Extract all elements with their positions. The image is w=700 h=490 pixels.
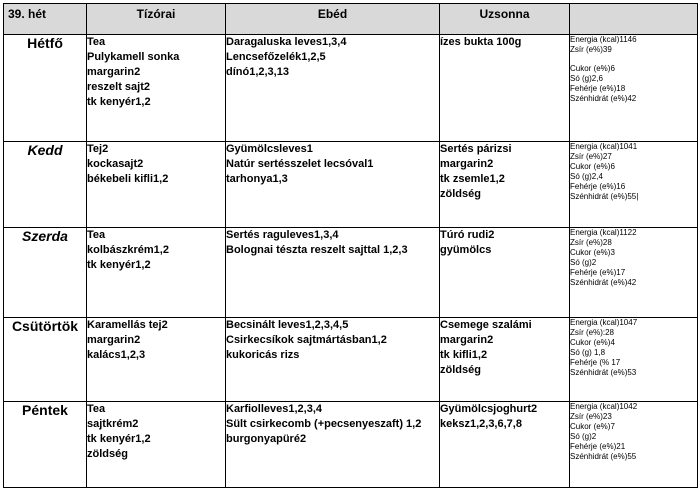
nutrition-cell: [570, 318, 698, 402]
nutrition-value: Szénhidrát (e%)42: [570, 278, 637, 287]
menu-item: Sertés raguleves1,3,4: [226, 229, 339, 241]
menu-item: sajtkrém2: [87, 418, 139, 430]
nutrition-value: Cukor (e%)4: [570, 338, 615, 347]
tizorai-cell: [87, 228, 226, 318]
nutrition-value: Zsír (e%)39: [570, 45, 612, 54]
header-uzsonna: Uzsonna: [440, 4, 570, 35]
nutrition-value: Energia (kcal)1122: [570, 228, 637, 237]
uzsonna-cell: [440, 228, 570, 318]
menu-item: dínó1,2,3,13: [226, 66, 289, 78]
menu-item: kukoricás rizs: [226, 349, 300, 361]
nutrition-value: Fehérje (e%)21: [570, 442, 626, 451]
menu-item: margarin2: [440, 158, 494, 170]
menu-item: Gyümölcsjoghurt2: [440, 403, 538, 415]
menu-item: tk kifli1,2: [440, 349, 488, 361]
day-label: Péntek: [4, 402, 87, 488]
menu-item: békebeli kifli1,2: [87, 173, 169, 185]
menu-item: kolbászkrém1,2: [87, 244, 169, 256]
tizorai-cell: [87, 35, 226, 142]
menu-item: keksz1,2,3,6,7,8: [440, 418, 522, 430]
nutrition-value: Só (g)2,6: [570, 74, 603, 83]
nutrition-value: Szénhidrát (e%)42: [570, 94, 637, 103]
weekly-menu-table: [3, 3, 698, 488]
header-ebed: Ebéd: [226, 4, 440, 35]
nutrition-value: Fehérje (e%)18: [570, 84, 626, 93]
menu-item: zöldség: [440, 188, 481, 200]
day-label: Csütörtök: [4, 318, 87, 402]
menu-item: tk kenyér1,2: [87, 259, 151, 271]
menu-item: Karamellás tej2: [87, 319, 168, 331]
menu-item: Sült csirkecomb (+pecsenyeszaft) 1,2: [226, 418, 422, 430]
nutrition-value: Fehérje (% 17: [570, 358, 621, 367]
ebed-cell: [226, 402, 440, 488]
menu-item: Csirkecsíkok sajtmártásban1,2: [226, 334, 387, 346]
header-row: [4, 4, 698, 35]
ebed-cell: [226, 35, 440, 142]
nutrition-value: Energia (kcal)1146: [570, 35, 637, 44]
menu-item: burgonyapüré2: [226, 433, 307, 445]
menu-item: Tea: [87, 403, 106, 415]
day-row-kedd: [4, 142, 698, 228]
nutrition-value: Só (g) 1,8: [570, 348, 606, 357]
menu-item: reszelt sajt2: [87, 81, 150, 93]
menu-item: Tea: [87, 36, 106, 48]
menu-item: Csemege szalámi: [440, 319, 532, 331]
menu-item: Pulykamell sonka: [87, 51, 180, 63]
ebed-cell: [226, 318, 440, 402]
nutrition-value: Só (g)2: [570, 258, 597, 267]
tizorai-cell: [87, 402, 226, 488]
day-label: Szerda: [4, 228, 87, 318]
day-label: Kedd: [4, 142, 87, 228]
menu-item: kalács1,2,3: [87, 349, 146, 361]
nutrition-value: Zsír (e%):28: [570, 328, 615, 337]
menu-item: margarin2: [87, 66, 141, 78]
menu-item: Bolognai tészta reszelt sajttal 1,2,3: [226, 244, 408, 256]
menu-item: tk zsemle1,2: [440, 173, 505, 185]
nutrition-value: Zsír (e%)27: [570, 152, 612, 161]
menu-item: margarin2: [440, 334, 494, 346]
header-tizorai: Tízórai: [87, 4, 226, 35]
nutrition-value: Szénhidrát (e%)55: [570, 452, 637, 461]
day-row-pentek: [4, 402, 698, 488]
nutrition-value: Cukor (e%)3: [570, 248, 615, 257]
nutrition-value: Energia (kcal)1047: [570, 318, 638, 327]
nutrition-value: Zsír (e%)28: [570, 238, 612, 247]
menu-item: tarhonya1,3: [226, 173, 288, 185]
nutrition-value: Szénhidrát (e%)55|: [570, 192, 639, 201]
nutrition-cell: [570, 228, 698, 318]
nutrition-value: Fehérje (e%)16: [570, 182, 626, 191]
day-row-hetfo: [4, 35, 698, 142]
week-label: 39. hét: [4, 4, 87, 35]
menu-item: margarin2: [87, 334, 141, 346]
tizorai-cell: [87, 142, 226, 228]
menu-item: Tea: [87, 229, 106, 241]
nutrition-value: Cukor (e%)7: [570, 422, 615, 431]
nutrition-value: Energia (kcal)1042: [570, 402, 638, 411]
menu-item: zöldség: [87, 448, 128, 460]
uzsonna-cell: [440, 142, 570, 228]
nutrition-cell: [570, 402, 698, 488]
nutrition-value: Zsír (e%)23: [570, 412, 612, 421]
nutrition-value: Energia (kcal)1041: [570, 142, 638, 151]
menu-item: Túró rudi2: [440, 229, 495, 241]
nutrition-value: Cukor (e%)6: [570, 64, 615, 73]
nutrition-value: Só (g)2,4: [570, 172, 603, 181]
uzsonna-cell: [440, 402, 570, 488]
ebed-cell: [226, 228, 440, 318]
nutrition-cell: [570, 142, 698, 228]
menu-item: tk kenyér1,2: [87, 96, 151, 108]
menu-item: kockasajt2: [87, 158, 144, 170]
menu-item: gyümölcs: [440, 244, 492, 256]
menu-item: Lencsefőzelék1,2,5: [226, 51, 326, 63]
day-label: Hétfő: [4, 35, 87, 142]
menu-item: zöldség: [440, 364, 481, 376]
menu-item: ízes bukta 100g: [440, 36, 522, 48]
header-nutrition: [570, 4, 698, 35]
menu-item: Becsinált leves1,2,3,4,5: [226, 319, 349, 331]
uzsonna-cell: [440, 318, 570, 402]
nutrition-value: Fehérje (e%)17: [570, 268, 626, 277]
ebed-cell: [226, 142, 440, 228]
menu-item: Tej2: [87, 143, 109, 155]
tizorai-cell: [87, 318, 226, 402]
nutrition-cell: [570, 35, 698, 142]
menu-item: Natúr sertésszelet lecsóval1: [226, 158, 374, 170]
menu-item: Daragaluska leves1,3,4: [226, 36, 347, 48]
menu-item: Karfiolleves1,2,3,4: [226, 403, 323, 415]
nutrition-value: Szénhidrát (e%)53: [570, 368, 637, 377]
menu-item: tk kenyér1,2: [87, 433, 151, 445]
nutrition-value: Cukor (e%)6: [570, 162, 615, 171]
uzsonna-cell: [440, 35, 570, 142]
nutrition-value: Só (g)2: [570, 432, 597, 441]
day-row-csutortok: [4, 318, 698, 402]
menu-item: Gyümölcsleves1: [226, 143, 313, 155]
menu-item: Sertés párizsi: [440, 143, 512, 155]
day-row-szerda: [4, 228, 698, 318]
